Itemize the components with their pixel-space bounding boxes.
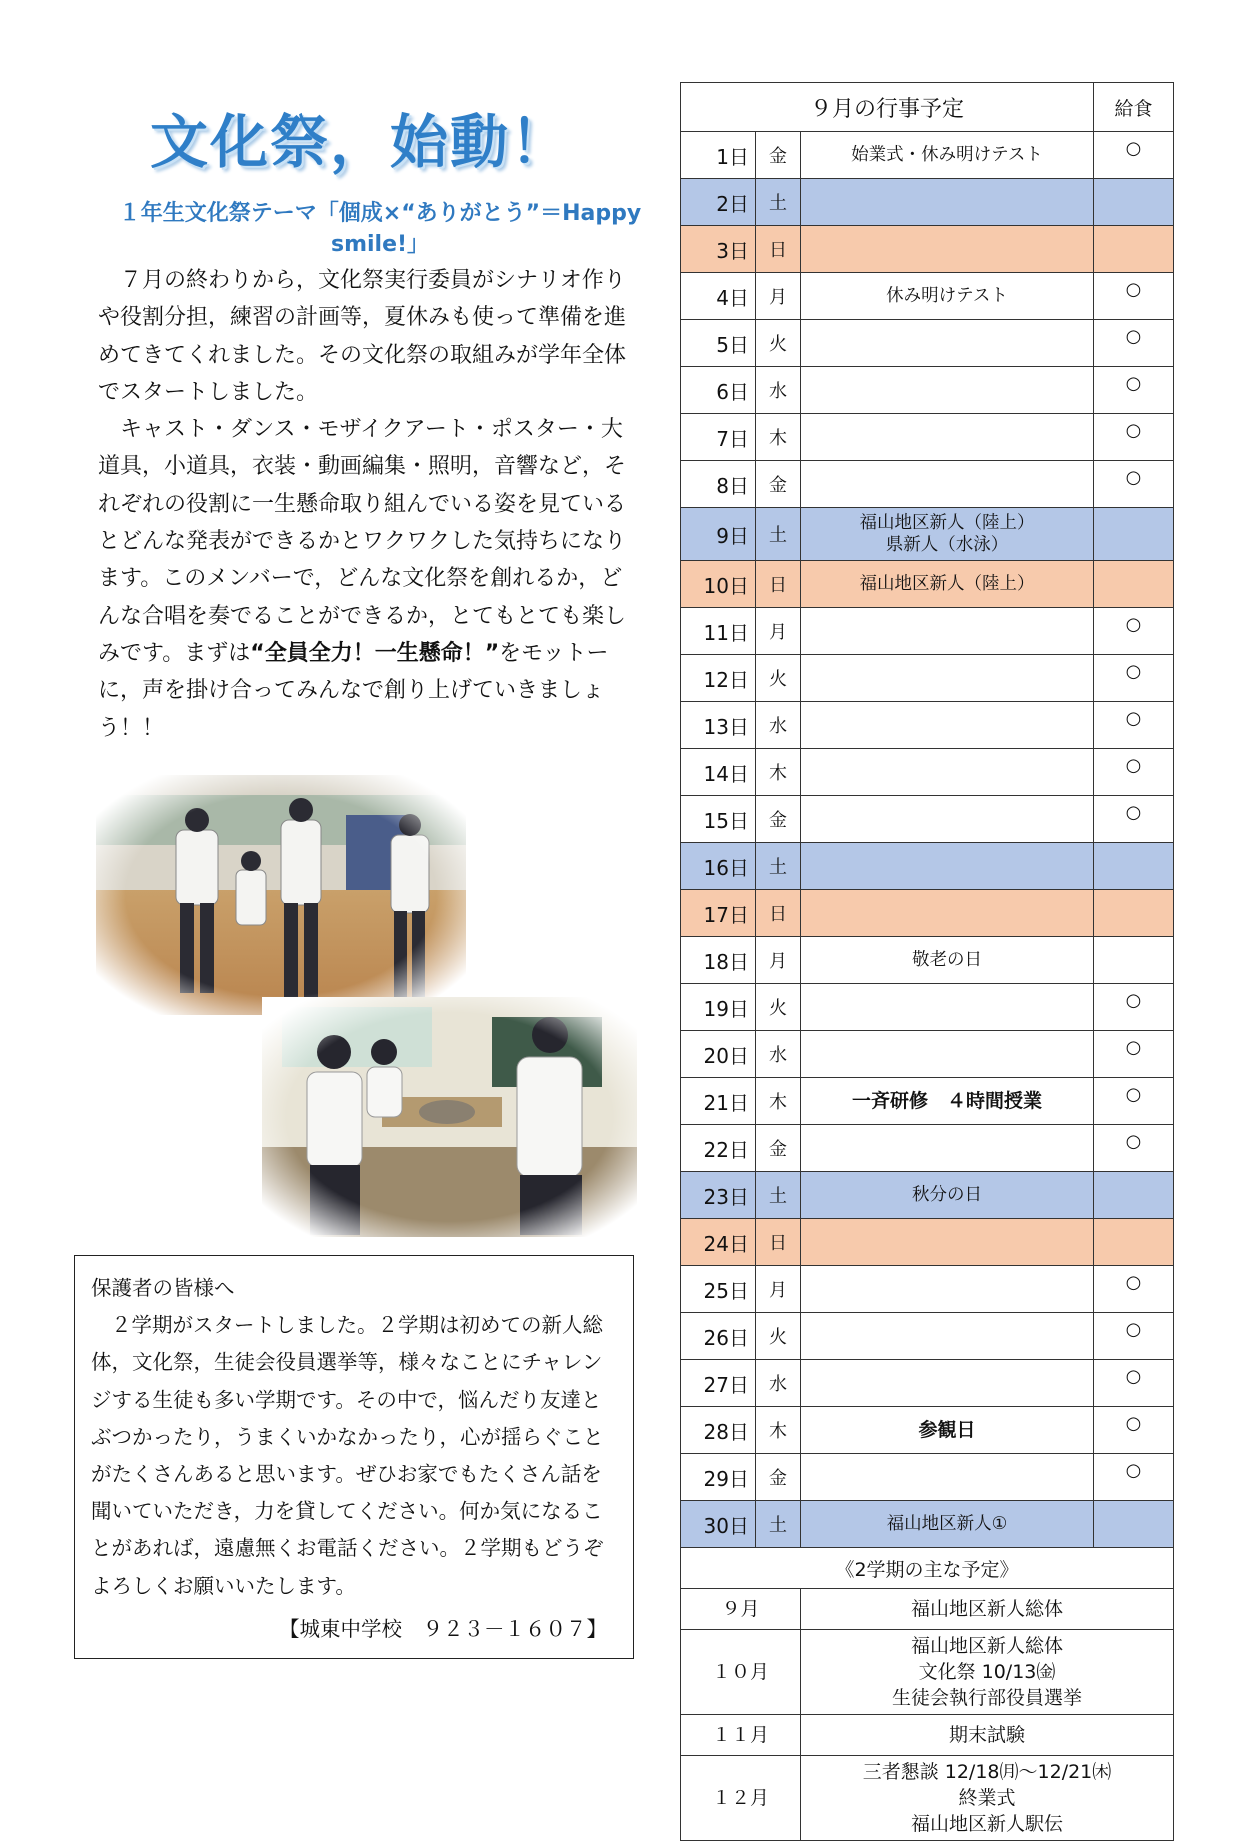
schedule-row (681, 608, 1174, 655)
schedule-event (801, 937, 1094, 984)
schedule-weekday: 日 (756, 561, 801, 608)
theme-subtitle: １年生文化祭テーマ「個成×“ありがとう”＝Happy smile!」 (118, 201, 642, 257)
schedule-event (801, 1031, 1094, 1078)
article-text: をモットーに，声を掛け合ってみんなで創り上げていきましょう！！ (98, 640, 609, 741)
term-events (801, 1715, 1174, 1756)
schedule-row (681, 320, 1174, 367)
schedule-day: 9日 (681, 508, 756, 561)
schedule-day: 28日 (681, 1407, 756, 1454)
article-paragraph-1: ７月の終わりから，文化祭実行委員がシナリオ作りや役割分担，練習の計画等，夏休みも使って準備を進めてきてくれました。その文化祭の取組みが学年全体でスタートしました。 (98, 268, 627, 405)
term-title: 《2学期の主な予定》 (681, 1548, 1174, 1589)
schedule-event-text: 始業式・休み明けテスト (851, 145, 1043, 165)
schedule-weekday: 月 (756, 608, 801, 655)
schedule-day: 26日 (681, 1313, 756, 1360)
term-event-line: 期末試験 (948, 1724, 1025, 1746)
schedule-event (801, 1501, 1094, 1548)
schedule-row (681, 984, 1174, 1031)
term-event-line: 福山地区新人総体 (910, 1598, 1063, 1620)
schedule-weekday: 金 (756, 132, 801, 179)
schedule-day: 21日 (681, 1078, 756, 1125)
schedule-weekday: 金 (756, 796, 801, 843)
schedule-row (681, 1501, 1174, 1548)
schedule-day: 14日 (681, 749, 756, 796)
schedule-event (801, 796, 1094, 843)
schedule-event (801, 1078, 1094, 1125)
schedule-row (681, 1407, 1174, 1454)
schedule-event (801, 1219, 1094, 1266)
schedule-day: 8日 (681, 461, 756, 508)
lunch-mark: ○ (1094, 796, 1174, 843)
lunch-mark: ○ (1094, 655, 1174, 702)
schedule-row (681, 1219, 1174, 1266)
schedule-weekday: 水 (756, 1031, 801, 1078)
schedule-day: 25日 (681, 1266, 756, 1313)
term-events (801, 1756, 1174, 1841)
lunch-mark (1094, 561, 1174, 608)
term-events (801, 1589, 1174, 1630)
lunch-mark (1094, 1501, 1174, 1548)
term-event-line: 生徒会執行部役員選挙 (891, 1687, 1082, 1709)
headline: 文化祭，始動！ (150, 108, 571, 176)
schedule-event (801, 461, 1094, 508)
schedule-row (681, 1313, 1174, 1360)
lunch-mark: ○ (1094, 984, 1174, 1031)
lunch-mark: ○ (1094, 320, 1174, 367)
schedule-event (801, 984, 1094, 1031)
term-row (681, 1756, 1174, 1841)
schedule-weekday: 日 (756, 1219, 801, 1266)
schedule-day: 11日 (681, 608, 756, 655)
schedule-event (801, 1172, 1094, 1219)
schedule-weekday: 金 (756, 1125, 801, 1172)
lunch-mark (1094, 226, 1174, 273)
schedule-weekday: 日 (756, 226, 801, 273)
schedule-day: 20日 (681, 1031, 756, 1078)
term-month: １１月 (681, 1715, 801, 1756)
lunch-mark: ○ (1094, 702, 1174, 749)
schedule-weekday: 月 (756, 1266, 801, 1313)
lunch-mark: ○ (1094, 1266, 1174, 1313)
schedule-row (681, 749, 1174, 796)
lunch-mark: ○ (1094, 1313, 1174, 1360)
parent-notice (74, 1255, 634, 1659)
lunch-mark: ○ (1094, 1407, 1174, 1454)
schedule-event (801, 226, 1094, 273)
schedule-weekday: 木 (756, 1078, 801, 1125)
schedule-event (801, 414, 1094, 461)
schedule-weekday: 火 (756, 1313, 801, 1360)
term-event-line: 終業式 (958, 1787, 1016, 1809)
schedule-title: ９月の行事予定 (681, 83, 1094, 132)
schedule-weekday: 水 (756, 367, 801, 414)
schedule-event (801, 320, 1094, 367)
photo-gym-rehearsal (96, 775, 466, 1015)
schedule-event-text: 秋分の日 (912, 1185, 982, 1205)
schedule-weekday: 火 (756, 984, 801, 1031)
schedule-weekday: 水 (756, 1360, 801, 1407)
schedule-weekday: 木 (756, 1407, 801, 1454)
schedule-day: 29日 (681, 1454, 756, 1501)
schedule-event (801, 367, 1094, 414)
schedule-row (681, 890, 1174, 937)
lunch-mark (1094, 508, 1174, 561)
schedule-weekday: 火 (756, 655, 801, 702)
article-text: キャスト・ダンス・モザイクアート・ポスター・大道具，小道具，衣装・動画編集・照明，音響など，それぞれの役割に一生懸命取り組んでいる姿を見ているとどんな発表ができるかとワクワクした気持ちになります。このメンバーで，どんな文化祭を創れるか，どんな合唱を奏でることができるか，とてもとても楽しみです。まずは (98, 417, 627, 666)
term-month: １０月 (681, 1630, 801, 1715)
schedule-row (681, 655, 1174, 702)
schedule-row (681, 1454, 1174, 1501)
schedule-event (801, 132, 1094, 179)
article (98, 262, 628, 747)
notice-signature: 【城東中学校 ９２３－１６０７】 (279, 1616, 607, 1641)
lunch-header: 給食 (1094, 83, 1174, 132)
schedule-event (801, 1454, 1094, 1501)
schedule-day: 7日 (681, 414, 756, 461)
schedule-event-text: 一斉研修 ４時間授業 (851, 1090, 1042, 1112)
schedule-event-text: 福山地区新人（陸上） (859, 574, 1035, 594)
schedule-row (681, 226, 1174, 273)
schedule-row (681, 843, 1174, 890)
schedule-row (681, 796, 1174, 843)
schedule-weekday: 火 (756, 320, 801, 367)
lunch-mark (1094, 890, 1174, 937)
notice-greeting: 保護者の皆様へ (91, 1276, 235, 1300)
schedule-event (801, 608, 1094, 655)
article-paragraph-2 (98, 411, 628, 747)
schedule-event (801, 655, 1094, 702)
schedule-weekday: 日 (756, 890, 801, 937)
schedule-row (681, 1125, 1174, 1172)
schedule-day: 27日 (681, 1360, 756, 1407)
schedule-weekday: 月 (756, 937, 801, 984)
article-motto: “全員全力！一生懸命！” (250, 640, 500, 666)
lunch-mark: ○ (1094, 132, 1174, 179)
schedule-event (801, 749, 1094, 796)
term-event-line: 三者懇談 12/18㈪～12/21㈭ (862, 1761, 1112, 1783)
schedule-day: 23日 (681, 1172, 756, 1219)
term-event-line: 文化祭 10/13㈮ (918, 1661, 1056, 1683)
schedule-row (681, 179, 1174, 226)
schedule-row (681, 1031, 1174, 1078)
schedule-day: 15日 (681, 796, 756, 843)
lunch-mark: ○ (1094, 1454, 1174, 1501)
schedule-day: 4日 (681, 273, 756, 320)
schedule-event-text: 休み明けテスト (886, 286, 1008, 306)
schedule-day: 1日 (681, 132, 756, 179)
schedule-weekday: 月 (756, 273, 801, 320)
schedule-event (801, 1125, 1094, 1172)
lunch-mark: ○ (1094, 608, 1174, 655)
lunch-mark: ○ (1094, 1078, 1174, 1125)
schedule-event (801, 508, 1094, 561)
schedule-weekday: 土 (756, 843, 801, 890)
schedule-event (801, 561, 1094, 608)
schedule-event (801, 179, 1094, 226)
term-event-line: 福山地区新人駅伝 (910, 1813, 1063, 1835)
schedule-row (681, 414, 1174, 461)
schedule-weekday: 金 (756, 461, 801, 508)
term-events (801, 1630, 1174, 1715)
schedule-row (681, 367, 1174, 414)
schedule-row (681, 461, 1174, 508)
schedule-day: 17日 (681, 890, 756, 937)
schedule-row (681, 1360, 1174, 1407)
schedule-event-text: 参観日 (918, 1419, 976, 1441)
lunch-mark (1094, 843, 1174, 890)
schedule-weekday: 土 (756, 1501, 801, 1548)
lunch-mark: ○ (1094, 367, 1174, 414)
schedule-event (801, 1407, 1094, 1454)
schedule-event-text: 福山地区新人① (886, 1514, 1008, 1534)
schedule-day: 18日 (681, 937, 756, 984)
schedule-weekday: 土 (756, 179, 801, 226)
notice-body: ２学期がスタートしました。２学期は初めての新人総体，文化祭，生徒会役員選挙等，様々なことにチャレンジする生徒も多い学期です。その中で，悩んだり友達とぶつかったり，うまくいかなかったり，心が揺らぐことがたくさんあると思います。ぜひお家でもたくさん話を聞いていただき，力を貸してください。何か気になることがあれば，遠慮無くお電話ください。２学期もどうぞよろしくお願いいたします。 (91, 1313, 604, 1598)
lunch-mark (1094, 1172, 1174, 1219)
schedule-row (681, 937, 1174, 984)
schedule-day: 13日 (681, 702, 756, 749)
lunch-mark: ○ (1094, 1360, 1174, 1407)
lunch-mark (1094, 1219, 1174, 1266)
schedule-event (801, 890, 1094, 937)
lunch-mark: ○ (1094, 749, 1174, 796)
schedule-day: 2日 (681, 179, 756, 226)
schedule-event (801, 702, 1094, 749)
schedule-row (681, 1266, 1174, 1313)
schedule-row (681, 508, 1174, 561)
schedule-event (801, 1266, 1094, 1313)
term-month: ９月 (681, 1589, 801, 1630)
lunch-mark: ○ (1094, 461, 1174, 508)
schedule-row (681, 1078, 1174, 1125)
lunch-mark (1094, 937, 1174, 984)
schedule-event (801, 1360, 1094, 1407)
schedule-weekday: 水 (756, 702, 801, 749)
lunch-mark: ○ (1094, 273, 1174, 320)
schedule-event-text: 福山地区新人（陸上） (859, 513, 1035, 533)
schedule-weekday: 土 (756, 1172, 801, 1219)
schedule-weekday: 土 (756, 508, 801, 561)
schedule-day: 5日 (681, 320, 756, 367)
schedule-day: 12日 (681, 655, 756, 702)
lunch-mark: ○ (1094, 1125, 1174, 1172)
term-month: １２月 (681, 1756, 801, 1841)
schedule-event-text: 敬老の日 (912, 950, 982, 970)
schedule-row (681, 273, 1174, 320)
schedule-event (801, 843, 1094, 890)
term-row (681, 1630, 1174, 1715)
schedule-day: 30日 (681, 1501, 756, 1548)
term-row (681, 1589, 1174, 1630)
schedule-weekday: 木 (756, 749, 801, 796)
schedule-event (801, 273, 1094, 320)
schedule-day: 24日 (681, 1219, 756, 1266)
schedule-weekday: 金 (756, 1454, 801, 1501)
schedule-row (681, 1172, 1174, 1219)
schedule-weekday: 木 (756, 414, 801, 461)
schedule-row (681, 702, 1174, 749)
lunch-mark: ○ (1094, 1031, 1174, 1078)
schedule-day: 3日 (681, 226, 756, 273)
schedule-event-text: 県新人（水泳） (885, 535, 1009, 555)
term-event-line: 福山地区新人総体 (910, 1635, 1063, 1657)
lunch-mark: ○ (1094, 414, 1174, 461)
schedule-row (681, 132, 1174, 179)
schedule-day: 16日 (681, 843, 756, 890)
lunch-mark (1094, 179, 1174, 226)
schedule-event (801, 1313, 1094, 1360)
schedule-day: 10日 (681, 561, 756, 608)
photo-classroom-activity (262, 997, 637, 1237)
schedule-day: 6日 (681, 367, 756, 414)
schedule-day: 19日 (681, 984, 756, 1031)
schedule-day: 22日 (681, 1125, 756, 1172)
term-row (681, 1715, 1174, 1756)
schedule-row (681, 561, 1174, 608)
september-schedule-table (680, 82, 1174, 1841)
